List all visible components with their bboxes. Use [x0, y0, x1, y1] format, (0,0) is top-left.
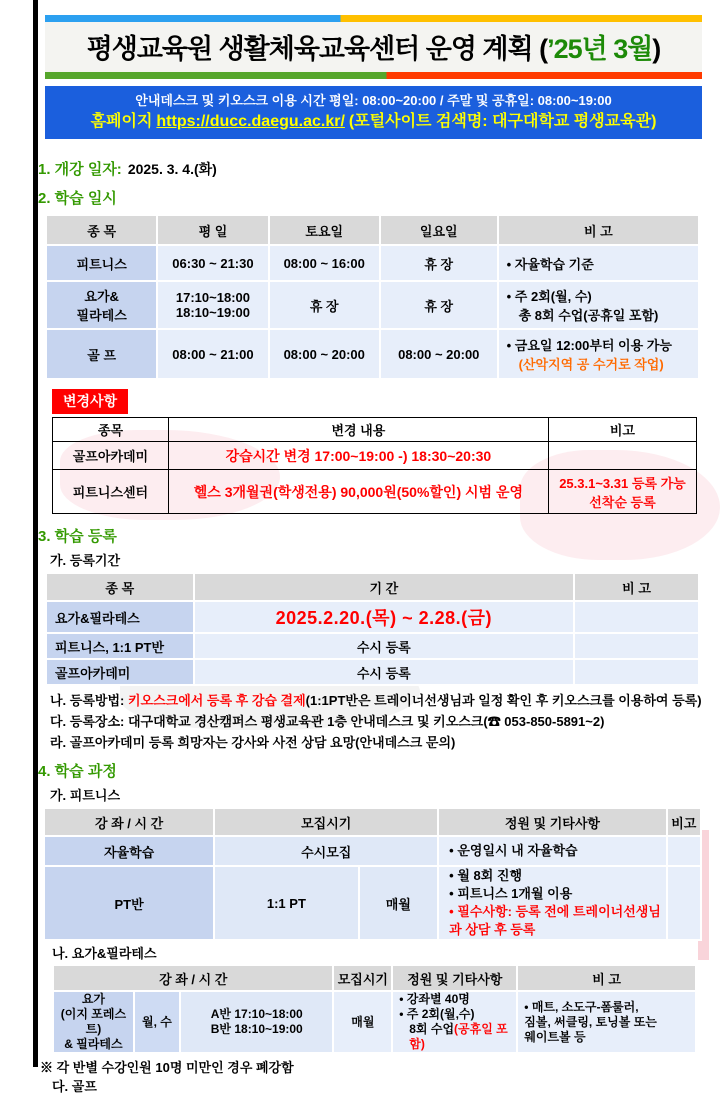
cell: 휴 장 — [270, 282, 379, 328]
row-label: 피트니스 — [47, 246, 156, 280]
cell: 08:00 ~ 20:00 — [381, 330, 497, 378]
golf-consult-line: 라. 골프아카데미 등록 희망자는 강사와 사전 상담 요망(안내데스크 문의) — [50, 735, 456, 750]
section4-heading: 4. 학습 과정 — [38, 763, 117, 780]
page-title — [45, 22, 702, 72]
cell — [575, 602, 698, 632]
col-header: 강 좌 / 시 간 — [45, 809, 213, 835]
yoga-course-label: 나. 요가&필라테스 — [52, 946, 157, 961]
cell: • 강좌별 40명 • 주 2회(월,수) 8회 수업(공휴일 포함) — [393, 992, 516, 1052]
fitness-course-row-pt — [45, 867, 700, 939]
schedule-row-fitness — [47, 246, 698, 280]
title-text: 평생교육원 생활체육교육센터 운영 계획 ( — [86, 34, 548, 64]
col-header: 강 좌 / 시 간 — [54, 966, 332, 990]
registration-row — [47, 660, 698, 684]
cell: 매월 — [360, 867, 438, 939]
cell: • 운영일시 내 자율학습 — [439, 837, 665, 865]
row-label: 자율학습 — [45, 837, 213, 865]
title-close: ) — [652, 34, 661, 64]
col-header: 종 목 — [47, 216, 156, 244]
col-header: 비 고 — [499, 216, 698, 244]
col-header: 평 일 — [158, 216, 267, 244]
col-header: 비 고 — [518, 966, 695, 990]
cell: 헬스 3개월권(학생전용) 90,000원(50%할인) 시범 운영 — [168, 470, 548, 514]
col-header: 종목 — [53, 418, 169, 442]
cell: • 주 2회(월, 수) 총 8회 수업(공휴일 포함) — [499, 282, 698, 328]
registration-period-label: 가. 등록기간 — [50, 553, 121, 568]
fitness-course-row-self — [45, 837, 700, 865]
row-label: 요가& 필라테스 — [47, 282, 156, 328]
changes-header-row — [53, 418, 697, 442]
col-header: 종 목 — [47, 574, 193, 600]
changes-row-golf-academy — [53, 442, 697, 470]
banner-top-bar — [45, 15, 702, 22]
yoga-course-table — [52, 964, 697, 1054]
homepage-label: 홈페이지 — [90, 113, 153, 130]
cell: 06:30 ~ 21:30 — [158, 246, 267, 280]
fitness-course-label: 가. 피트니스 — [50, 788, 121, 803]
cell: • 금요일 12:00부터 이용 가능 (산악지역 공 수거로 작업) — [499, 330, 698, 378]
title-period: ’25년 3월 — [547, 34, 653, 64]
cell: 강습시간 변경 17:00~19:00 -) 18:30~20:30 — [168, 442, 548, 470]
changes-table — [52, 417, 697, 514]
cell: 수시모집 — [215, 837, 437, 865]
portal-hint: (포털사이트 검색명: 대구대학교 평생교육관) — [348, 113, 657, 130]
section3-heading: 3. 학습 등록 — [38, 528, 117, 545]
col-header: 모집시기 — [215, 809, 437, 835]
notice-banner — [45, 86, 702, 139]
cell: 08:00 ~ 16:00 — [270, 246, 379, 280]
section1-heading: 1. 개강 일자: — [38, 161, 122, 178]
yoga-course-header-row — [54, 966, 695, 990]
row-label: PT반 — [45, 867, 213, 939]
registration-row — [47, 634, 698, 658]
cell — [575, 660, 698, 684]
cell: 매월 — [334, 992, 391, 1052]
col-header: 정원 및 기타사항 — [393, 966, 516, 990]
homepage-link[interactable]: https://ducc.daegu.ac.kr/ — [156, 113, 345, 130]
registration-row — [47, 602, 698, 632]
row-label: 피트니스센터 — [53, 470, 169, 514]
min-enrollment-footnote: ※ 각 반별 수강인원 10명 미만인 경우 폐강함 — [40, 1060, 294, 1075]
cell: • 월 8회 진행 • 피트니스 1개월 이용 • 필수사항: 등록 전에 트레이너선생님과 상담 후 등록 — [439, 867, 665, 939]
cell: 1:1 PT — [215, 867, 357, 939]
row-label: 피트니스, 1:1 PT반 — [47, 634, 193, 658]
cell: 수시 등록 — [195, 634, 574, 658]
row-label: 요가&필라테스 — [47, 602, 193, 632]
cell: 2025.2.20.(목) ~ 2.28.(금) — [195, 602, 574, 632]
row-label: 요가 (이지 포레스트) & 필라테스 — [54, 992, 133, 1052]
cell: 17:10~18:00 18:10~19:00 — [158, 282, 267, 328]
registration-header-row — [47, 574, 698, 600]
cell: A반 17:10~18:00 B반 18:10~19:00 — [181, 992, 332, 1052]
cell: 수시 등록 — [195, 660, 574, 684]
cell — [548, 442, 696, 470]
cell: • 매트, 소도구-폼룰러, 짐볼, 써클링, 토닝볼 또는 웨이트볼 등 — [518, 992, 695, 1052]
col-header: 일요일 — [381, 216, 497, 244]
col-header: 기 간 — [195, 574, 574, 600]
col-header: 비고 — [548, 418, 696, 442]
changes-row-fitness-center — [53, 470, 697, 514]
cell: 월, 수 — [135, 992, 179, 1052]
banner-bottom-bar — [45, 72, 702, 79]
col-header: 비고 — [668, 809, 700, 835]
cell: • 자율학습 기준 — [499, 246, 698, 280]
registration-place-line: 다. 등록장소: 대구대학교 경산캠퍼스 평생교육관 1층 안내데스크 및 키오스크(☎ 053-850-5891~2) — [50, 714, 605, 729]
cell: 25.3.1~3.31 등록 가능 선착순 등록 — [548, 470, 696, 514]
cell: 휴 장 — [381, 246, 497, 280]
cell — [575, 634, 698, 658]
cell — [668, 867, 700, 939]
row-label: 골 프 — [47, 330, 156, 378]
yoga-course-row — [54, 992, 695, 1052]
col-header: 정원 및 기타사항 — [439, 809, 665, 835]
desk-hours-text: 안내데스크 및 키오스크 이용 시간 평일: 08:00~20:00 / 주말 및 공휴일: 08:00~19:00 — [135, 93, 612, 108]
section2-heading: 2. 학습 일시 — [38, 190, 117, 207]
registration-method-highlight: 키오스크에서 등록 후 강습 결제 — [127, 693, 306, 708]
cell — [668, 837, 700, 865]
schedule-row-golf — [47, 330, 698, 378]
col-header: 모집시기 — [334, 966, 391, 990]
section-start-date — [38, 161, 704, 178]
start-date-value: 2025. 3. 4.(화) — [127, 161, 217, 177]
col-header: 변경 내용 — [168, 418, 548, 442]
registration-method-line: 나. 등록방법: 키오스크에서 등록 후 강습 결제(1:1PT반은 트레이너선생님과 일정 확인 후 키오스크를 이용하여 등록) — [50, 693, 702, 708]
schedule-row-yoga — [47, 282, 698, 328]
row-label: 골프아카데미 — [53, 442, 169, 470]
fitness-course-table — [43, 807, 702, 941]
golf-course-label: 다. 골프 — [52, 1079, 97, 1094]
cell: 휴 장 — [381, 282, 497, 328]
homepage-line — [47, 112, 700, 132]
col-header: 비 고 — [575, 574, 698, 600]
title-banner — [45, 15, 702, 79]
schedule-table — [45, 214, 700, 380]
schedule-header-row — [47, 216, 698, 244]
row-label: 골프아카데미 — [47, 660, 193, 684]
changes-label: 변경사항 — [52, 389, 128, 414]
fitness-course-header-row — [45, 809, 700, 835]
cell: 08:00 ~ 21:00 — [158, 330, 267, 378]
registration-table — [45, 572, 700, 686]
col-header: 토요일 — [270, 216, 379, 244]
cell: 08:00 ~ 20:00 — [270, 330, 379, 378]
